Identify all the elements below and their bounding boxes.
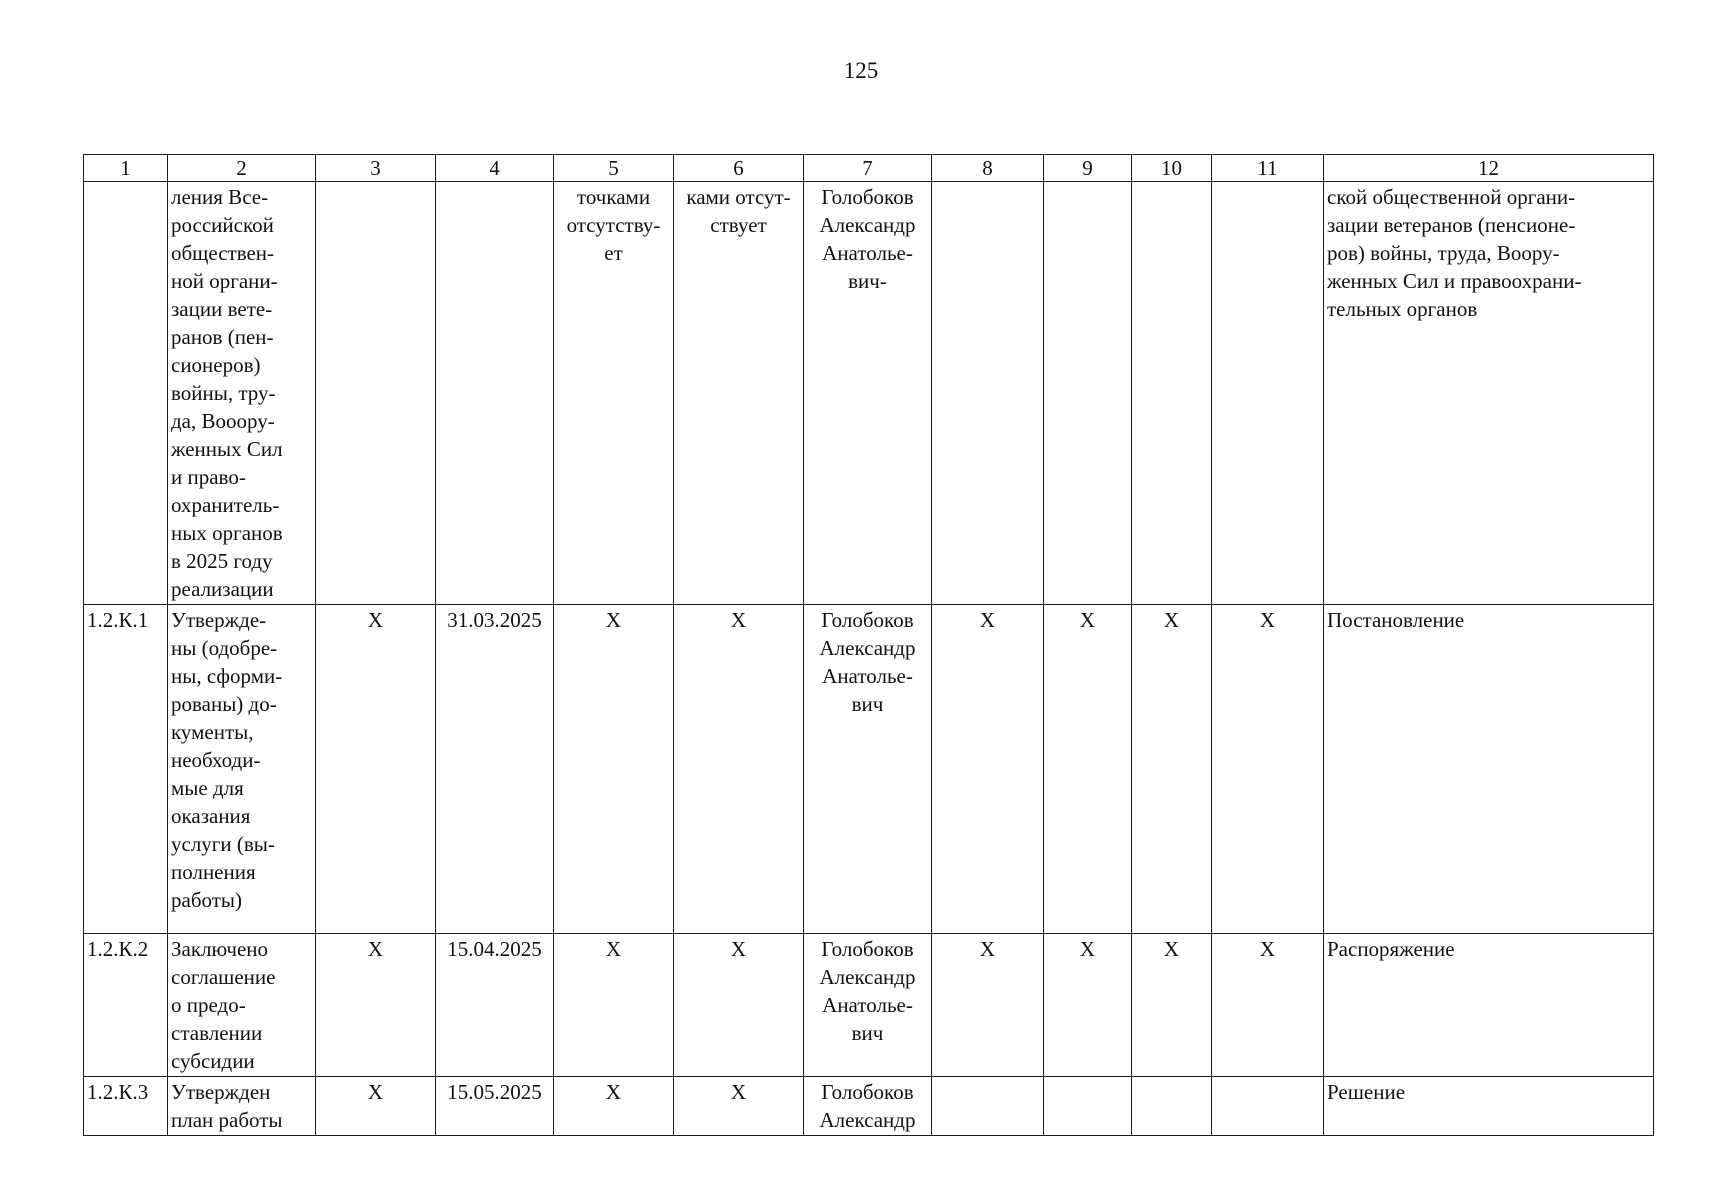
col-header-9: 9 xyxy=(1044,155,1132,182)
cell-date xyxy=(436,182,554,605)
cell-col8: X xyxy=(932,934,1044,1077)
cell-col6: X xyxy=(674,934,804,1077)
cell-event-name: Утвержден план работы xyxy=(168,1077,316,1136)
cell-col3: X xyxy=(316,934,436,1077)
cell-col6: X xyxy=(674,1077,804,1136)
cell-number xyxy=(84,182,168,605)
cell-col5: X xyxy=(554,1077,674,1136)
cell-event-name: ления Все- российской обществен- ной органи- зации вете- ранов (пен- сионеров) войны, тру- да, Вооору- женных Сил и право- охранитель- ных органов в 2025 году реализации xyxy=(168,182,316,605)
cell-col8: X xyxy=(932,605,1044,934)
cell-document: Распоряжение xyxy=(1324,934,1654,1077)
cell-col11 xyxy=(1212,1077,1324,1136)
col-header-4: 4 xyxy=(436,155,554,182)
cell-col5: X xyxy=(554,934,674,1077)
table-row-continuation xyxy=(84,182,1654,605)
col-header-8: 8 xyxy=(932,155,1044,182)
cell-document: Постановление xyxy=(1324,605,1654,934)
cell-col6: X xyxy=(674,605,804,934)
table-row-1-2-k-1 xyxy=(84,605,1654,934)
table-row-1-2-k-3 xyxy=(84,1077,1654,1136)
col-header-6: 6 xyxy=(674,155,804,182)
col-header-1: 1 xyxy=(84,155,168,182)
cell-col10 xyxy=(1132,1077,1212,1136)
col-header-10: 10 xyxy=(1132,155,1212,182)
cell-col11: X xyxy=(1212,605,1324,934)
cell-col6: ками отсут- ствует xyxy=(674,182,804,605)
col-header-11: 11 xyxy=(1212,155,1324,182)
cell-col10: X xyxy=(1132,605,1212,934)
cell-col9: X xyxy=(1044,934,1132,1077)
cell-col5: X xyxy=(554,605,674,934)
cell-event-name: Заключено соглашение о предо- ставлении субсидии xyxy=(168,934,316,1077)
cell-col11: X xyxy=(1212,934,1324,1077)
cell-number: 1.2.К.1 xyxy=(84,605,168,934)
col-header-7: 7 xyxy=(804,155,932,182)
cell-col9 xyxy=(1044,1077,1132,1136)
header-row xyxy=(84,155,1654,182)
cell-document: ской общественной органи- зации ветеранов (пенсионе- ров) войны, труда, Воору- женных Сил и правоохрани- тельных органов xyxy=(1324,182,1654,605)
cell-col8 xyxy=(932,182,1044,605)
cell-col3: X xyxy=(316,1077,436,1136)
cell-event-name: Утвержде- ны (одобре- ны, сформи- рованы) до- кументы, необходи- мые для оказания услуги (вы- полнения работы) xyxy=(168,605,316,934)
col-header-2: 2 xyxy=(168,155,316,182)
cell-col9: X xyxy=(1044,605,1132,934)
cell-responsible: Голобоков Александр Анатолье- вич- xyxy=(804,182,932,605)
cell-col5: точками отсутству- ет xyxy=(554,182,674,605)
col-header-12: 12 xyxy=(1324,155,1654,182)
cell-col3 xyxy=(316,182,436,605)
cell-date: 15.05.2025 xyxy=(436,1077,554,1136)
cell-date: 31.03.2025 xyxy=(436,605,554,934)
col-header-3: 3 xyxy=(316,155,436,182)
cell-col10: X xyxy=(1132,934,1212,1077)
cell-responsible: Голобоков Александр Анатолье- вич xyxy=(804,605,932,934)
cell-number: 1.2.К.3 xyxy=(84,1077,168,1136)
cell-col9 xyxy=(1044,182,1132,605)
page-number: 125 xyxy=(843,58,879,83)
cell-col10 xyxy=(1132,182,1212,605)
col-header-5: 5 xyxy=(554,155,674,182)
cell-responsible: Голобоков Александр Анатолье- вич xyxy=(804,934,932,1077)
cell-date: 15.04.2025 xyxy=(436,934,554,1077)
cell-col8 xyxy=(932,1077,1044,1136)
cell-number: 1.2.К.2 xyxy=(84,934,168,1077)
table-row-1-2-k-2 xyxy=(84,934,1654,1077)
cell-col11 xyxy=(1212,182,1324,605)
cell-document: Решение xyxy=(1324,1077,1654,1136)
plan-table xyxy=(83,154,1654,1136)
cell-col3: X xyxy=(316,605,436,934)
cell-responsible: Голобоков Александр xyxy=(804,1077,932,1136)
